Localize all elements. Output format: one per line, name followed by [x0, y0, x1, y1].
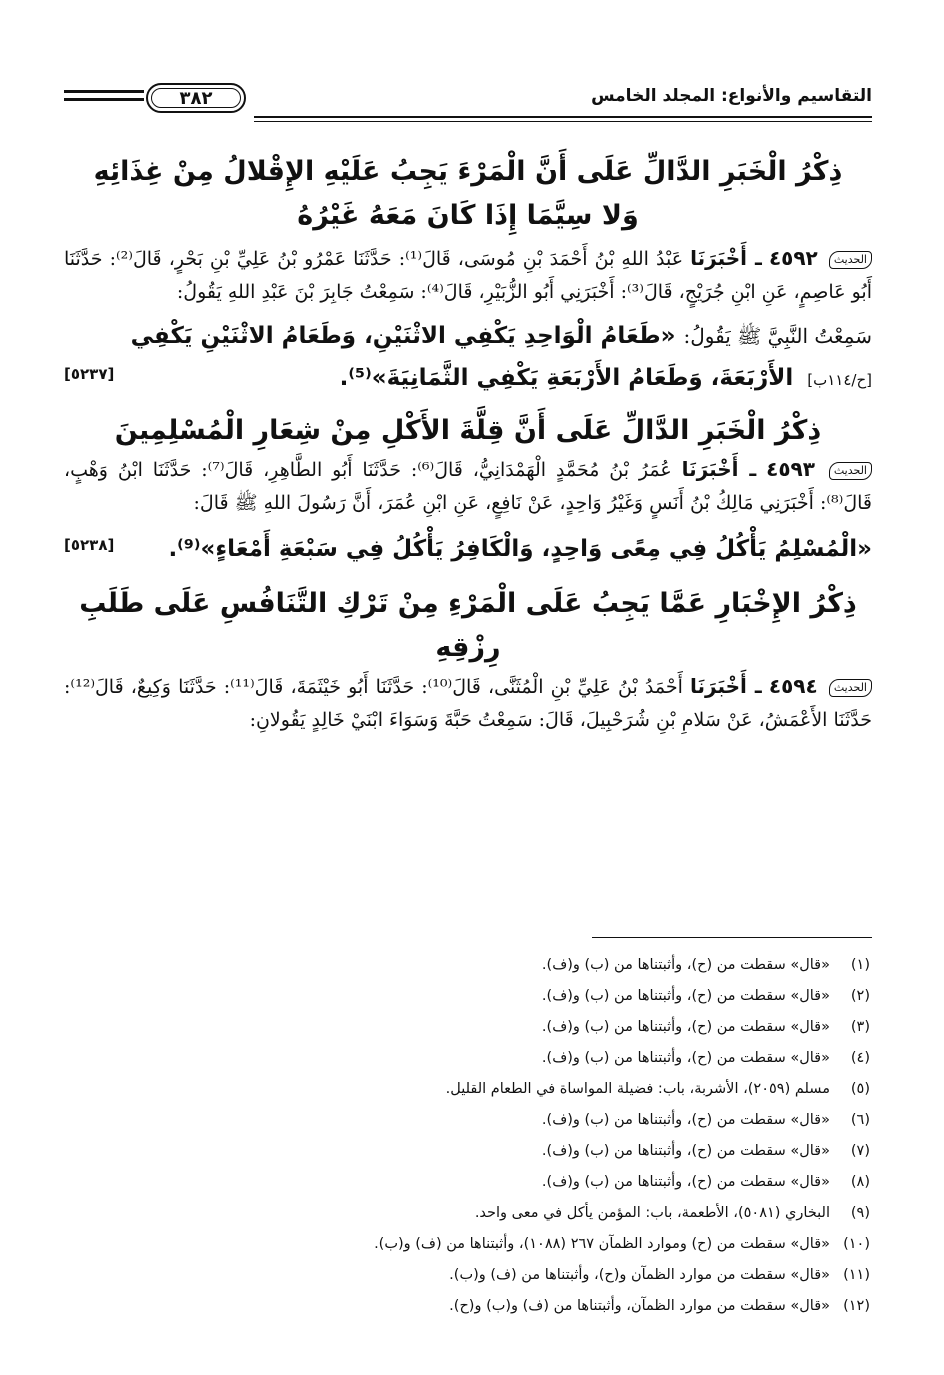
matn-intro: سَمِعْتُ النَّبِيَّ ﷺ يَقُولُ:: [683, 324, 872, 348]
footnote-number: (٧): [850, 1143, 870, 1159]
footnote: [170, 1260, 870, 1291]
section-heading: ذِكْرُ الْخَبَرِ الدَّالِّ عَلَى أَنَّ الْمَرْءَ يَجِبُ عَلَيْهِ الإِقْلالُ مِنْ غِذَائِهِ: [93, 156, 843, 187]
header-rule: [254, 116, 872, 118]
footnote-text: «قال» سقطت من موارد الظمآن، وأثبتناها من (ف) و(ب) و(ح).: [449, 1298, 830, 1314]
hadith-number: ٤٥٩٤: [768, 674, 818, 698]
hadith-dash: ـ: [738, 457, 757, 481]
footnote: [170, 1074, 870, 1105]
footnote: [170, 1198, 870, 1229]
page-body: [64, 150, 872, 737]
hadith-marker-icon: الحديث: [829, 251, 872, 269]
isnad-text: عُمَرُ بْنُ مُحَمَّدٍ الْهَمْدَانِيُّ، قَالَ⁽⁶⁾: حَدَّثَنَا أَبُو الطَّاهِرِ، قَالَ⁽⁷⁾: حَدَّثَنَا ابْنُ وَهْبٍ، قَالَ⁽⁸⁾: أَخْبَرَنِي مَالِكُ بْنُ أَنَسٍ وَغَيْرُ وَاحِدٍ، عَنْ نَافِعٍ، عَنِ ابْنِ عُمَرَ، أَنَّ رَسُولَ اللهِ ﷺ قَالَ:: [64, 459, 872, 514]
matn-text: «الْمُسْلِمُ يَأْكُلُ فِي مِعًى وَاحِدٍ، وَالْكَافِرُ يَأْكُلُ فِي سَبْعَةِ أَمْعَاءٍ»⁽⁹⁾.: [168, 536, 872, 562]
isnad-text: عَبْدُ اللهِ بْنُ أَحْمَدَ بْنِ مُوسَى، قَالَ⁽¹⁾: حَدَّثَنَا عَمْرُو بْنُ عَلِيِّ بْنِ بَحْرٍ، قَالَ⁽²⁾: حَدَّثَنَا أَبُو عَاصِمٍ، عَنِ ابْنِ جُرَيْجٍ، قَالَ⁽³⁾: أَخْبَرَنِي أَبُو الزُّبَيْرِ، قَالَ⁽⁴⁾: سَمِعْتُ جَابِرَ بْنَ عَبْدِ اللهِ يَقُولُ:: [64, 248, 872, 303]
footnote-number: (١٠): [843, 1236, 870, 1252]
footnote: [170, 1043, 870, 1074]
footnote: [170, 1136, 870, 1167]
footnote-text: «قال» سقطت من (ح)، وأثبتناها من (ب) و(ف).: [541, 1143, 830, 1159]
akhbarana-label: أَخْبَرَنَا: [689, 674, 747, 698]
footnote-text: «قال» سقطت من (ح)، وأثبتناها من (ب) و(ف).: [541, 1050, 830, 1066]
hadith-dash: ـ: [747, 246, 762, 270]
matn-ref-line: [64, 528, 872, 570]
matn-tail: الأَرْبَعَةَ، وَطَعَامُ الأَرْبَعَةِ يَكْفِي الثَّمَانِيَةَ»⁽⁵⁾.: [339, 365, 794, 391]
footnote: [170, 1167, 870, 1198]
footnote-text: «قال» سقطت من موارد الظمآن و(ح)، وأثبتناها من (ف) و(ب).: [449, 1267, 830, 1283]
matn-ref-line: [64, 357, 872, 399]
akhbarana-label: أَخْبَرَنَا: [690, 246, 748, 270]
running-header: [64, 80, 872, 124]
footnote: [170, 981, 870, 1012]
footnote-number: (٨): [850, 1174, 870, 1190]
footnote-text: «قال» سقطت من (ح)، وأثبتناها من (ب) و(ف).: [541, 1174, 830, 1190]
footnote-text: «قال» سقطت من (ح)، وأثبتناها من (ب) و(ف).: [541, 988, 830, 1004]
hadith-marker-icon: الحديث: [829, 462, 872, 480]
footnote-text: «قال» سقطت من (ح)، وأثبتناها من (ب) و(ف).: [541, 1112, 830, 1128]
footnote-number: (١): [850, 957, 870, 973]
isnad-paragraph: [64, 453, 872, 520]
isnad-paragraph: [64, 242, 872, 309]
hadith-marker-icon: الحديث: [829, 679, 872, 697]
footnote: [170, 1105, 870, 1136]
footnote-number: (١٢): [843, 1298, 870, 1314]
hadith-ref-number: [٥٢٣٨]: [64, 536, 115, 554]
isnad-text: أَحْمَدُ بْنُ عَلِيِّ بْنِ الْمُثَنَّى، قَالَ⁽¹⁰⁾: حَدَّثَنَا أَبُو خَيْثَمَةَ، قَالَ⁽¹¹⁾: حَدَّثَنَا وَكِيعٌ، قَالَ⁽¹²⁾: حَدَّثَنَا الأَعْمَشُ، عَنْ سَلامِ بْنِ شُرَحْبِيلَ، قَالَ: سَمِعْتُ حَبَّةَ وَسَوَاءَ ابْنَيْ خَالِدٍ يَقُولانِ:: [64, 676, 872, 731]
matn-text: «طَعَامُ الْوَاحِدِ يَكْفِي الاثْنَيْنِ، وَطَعَامُ الاثْنَيْنِ يَكْفِي: [130, 323, 676, 349]
footnote-number: (٢): [850, 988, 870, 1004]
footnote-number: (٤): [850, 1050, 870, 1066]
footnote-number: (٥): [850, 1081, 870, 1097]
footnote-text: البخاري (٥٠٨١)، الأطعمة، باب: المؤمن يأكل في معى واحد.: [474, 1205, 830, 1221]
section-heading-line2: وَلا سِيَّمَا إِذَا كَانَ مَعَهُ غَيْرُهُ: [297, 200, 639, 231]
page-number-frame: [146, 83, 246, 113]
header-double-dash: [64, 90, 144, 104]
hadith-number: ٤٥٩٣: [766, 457, 815, 481]
footnote-separator: [592, 937, 872, 938]
matn-tail-wrap: [340, 357, 872, 401]
footnote: [170, 1012, 870, 1043]
manuscript-ref: [ح/١١٤ب]: [807, 371, 872, 389]
header-rule-thin: [254, 121, 872, 122]
footnote-number: (٩): [850, 1205, 870, 1221]
hadith-ref-number: [٥٢٣٧]: [64, 365, 115, 383]
isnad-paragraph: [64, 670, 872, 737]
footnote: [170, 1229, 870, 1260]
footnote-text: «قال» سقطت من (ح)، وأثبتناها من (ب) و(ف).: [541, 1019, 830, 1035]
akhbarana-label: أَخْبَرَنَا: [681, 457, 739, 481]
footnote: [170, 1291, 870, 1322]
footnotes: [170, 950, 870, 1322]
footnote-number: (٦): [850, 1112, 870, 1128]
footnote-number: (١١): [843, 1267, 870, 1283]
footnote-text: مسلم (٢٠٥٩)، الأشربة، باب: فضيلة المواساة في الطعام القليل.: [445, 1081, 830, 1097]
footnote-text: «قال» سقطت من (ح) وموارد الظمآن ٢٦٧ (١٠٨٨)، وأثبتناها من (ف) و(ب).: [374, 1236, 830, 1252]
section-heading: ذِكْرُ الإِخْبَارِ عَمَّا يَجِبُ عَلَى الْمَرْءِ مِنْ تَرْكِ التَّنَافُسِ عَلَى طَلَبِ رِزْقِهِ: [79, 588, 857, 663]
matn-line: [64, 315, 872, 357]
footnote-text: «قال» سقطت من (ح)، وأثبتناها من (ب) و(ف).: [541, 957, 830, 973]
hadith-number: ٤٥٩٢: [768, 246, 818, 270]
running-title: التقاسيم والأنواع: المجلد الخامس: [591, 86, 872, 106]
footnote-number: (٣): [850, 1019, 870, 1035]
hadith-dash: ـ: [746, 674, 762, 698]
footnote: [170, 950, 870, 981]
page-number: ٣٨٢: [179, 87, 213, 109]
section-heading: ذِكْرُ الْخَبَرِ الدَّالِّ عَلَى أَنَّ قِلَّةَ الأَكْلِ مِنْ شِعَارِ الْمُسْلِمِينَ: [114, 415, 822, 446]
